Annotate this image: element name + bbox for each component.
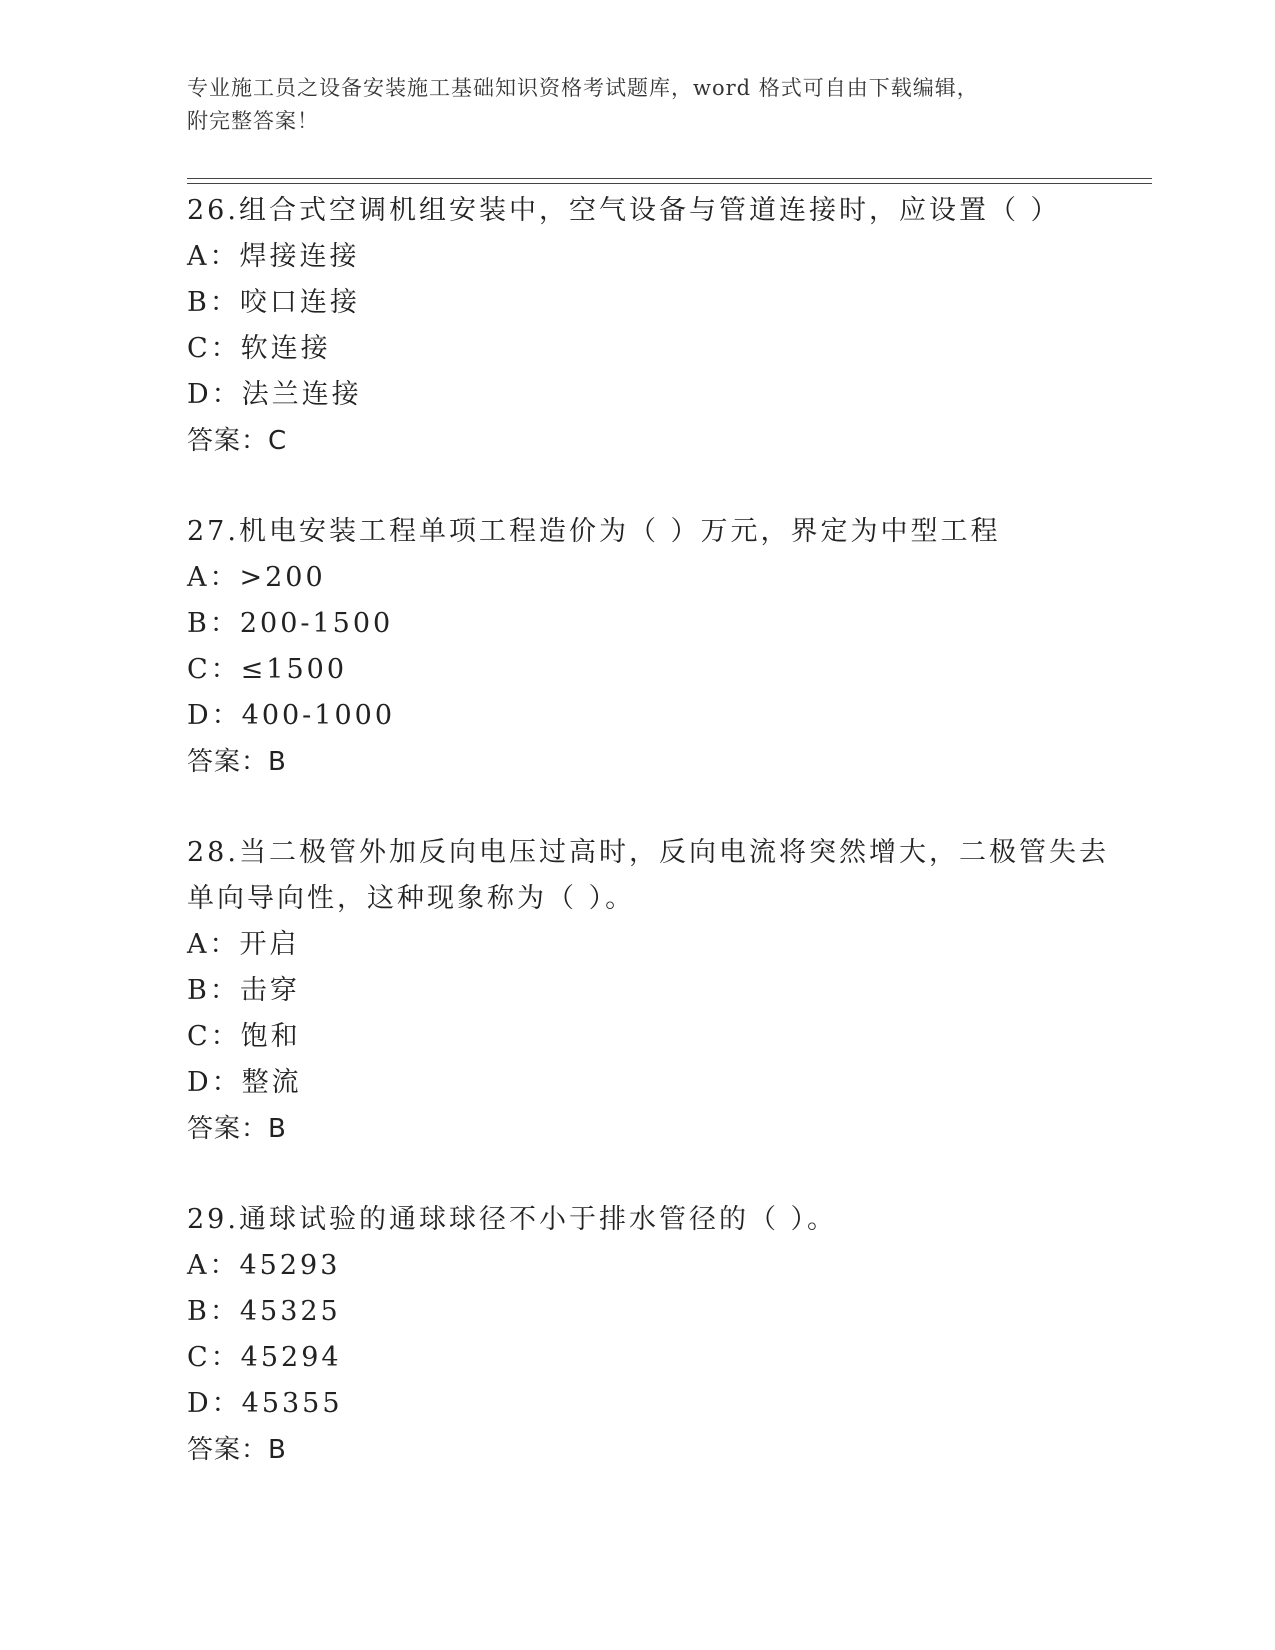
question-29 — [187, 1197, 1087, 1473]
option-d: D：整流 — [187, 1067, 302, 1098]
option-a: A：>200 — [187, 562, 326, 593]
option-d: D：法兰连接 — [187, 379, 362, 410]
question-stem-line-1: 28.当二极管外加反向电压过高时，反向电流将突然增大，二极管失去 — [187, 837, 1109, 868]
question-26 — [187, 188, 1087, 464]
answer: 答案：C — [187, 426, 288, 456]
option-c: C：≤1500 — [187, 654, 347, 685]
document-header — [187, 72, 1087, 138]
header-line-2: 附完整答案！ — [187, 109, 319, 133]
option-a: A：开启 — [187, 929, 300, 960]
header-divider-top — [187, 178, 1152, 179]
header-line-1: 专业施工员之设备安装施工基础知识资格考试题库，word 格式可自由下载编辑， — [187, 76, 979, 100]
option-b: B：击穿 — [187, 975, 300, 1006]
option-b: B：咬口连接 — [187, 287, 360, 318]
option-c: C：饱和 — [187, 1021, 301, 1052]
option-c: C：45294 — [187, 1342, 342, 1373]
option-a: A：45293 — [187, 1250, 341, 1281]
spacer — [187, 464, 1087, 509]
option-b: B：45325 — [187, 1296, 341, 1327]
option-d: D：45355 — [187, 1388, 343, 1419]
option-d: D：400-1000 — [187, 700, 396, 731]
question-stem: 26.组合式空调机组安装中，空气设备与管道连接时，应设置（ ） — [187, 195, 1061, 226]
header-divider-bottom — [187, 183, 1152, 184]
question-stem: 27.机电安装工程单项工程造价为（ ）万元，界定为中型工程 — [187, 516, 1001, 547]
answer: 答案：B — [187, 1114, 287, 1144]
spacer — [187, 785, 1087, 830]
question-stem-line-2: 单向导向性，这种现象称为（ ）。 — [187, 883, 636, 914]
option-b: B：200-1500 — [187, 608, 394, 639]
question-list — [187, 188, 1109, 1473]
question-28 — [187, 830, 1109, 1152]
option-a: A：焊接连接 — [187, 241, 360, 272]
question-27 — [187, 509, 1087, 785]
answer: 答案：B — [187, 1435, 287, 1465]
spacer — [187, 1152, 1087, 1197]
question-stem: 29.通球试验的通球球径不小于排水管径的（ ）。 — [187, 1204, 838, 1235]
answer: 答案：B — [187, 747, 287, 777]
option-c: C：软连接 — [187, 333, 331, 364]
